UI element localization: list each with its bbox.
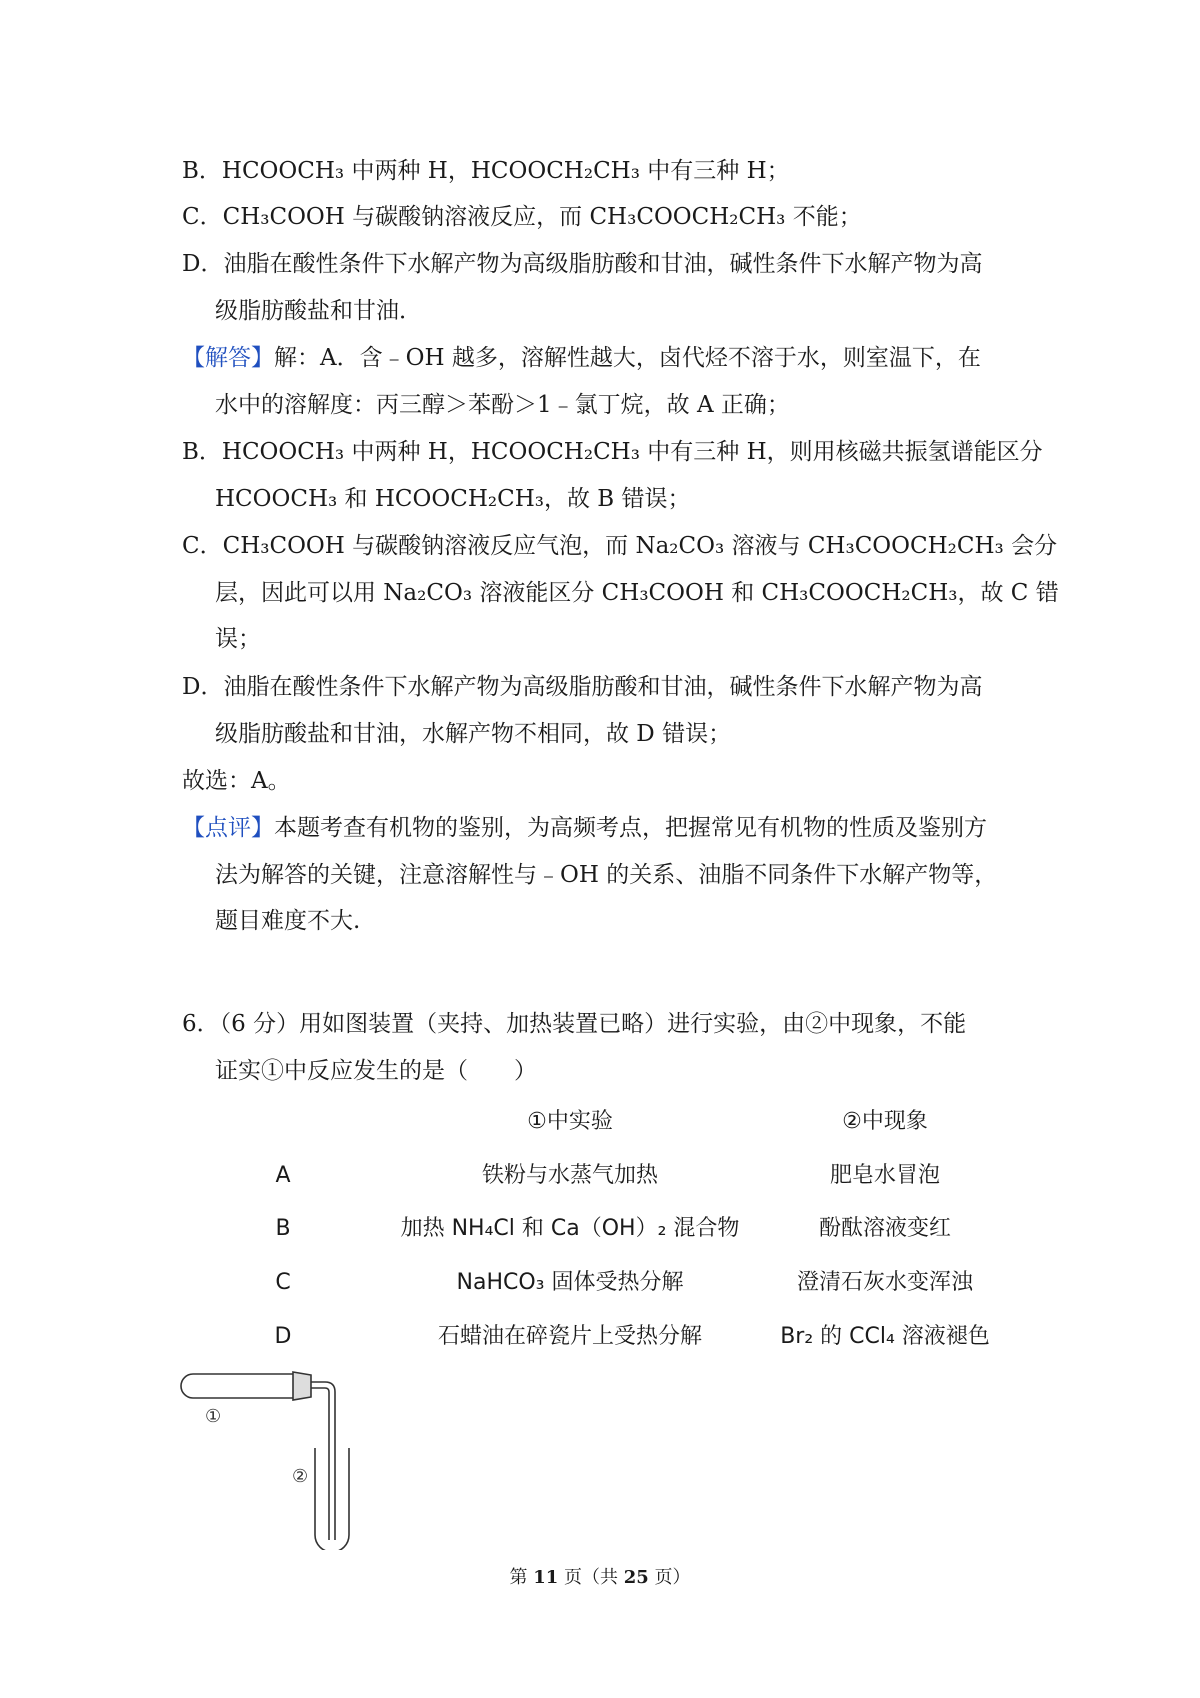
option-letter: C — [275, 1270, 291, 1295]
test-tube-2 — [315, 1448, 349, 1550]
option-experiment: 石蜡油在碎瓷片上受热分解 — [437, 1324, 703, 1349]
comment-tag: 【点评】 — [182, 815, 274, 841]
option-experiment: NaHCO₃ 固体受热分解 — [456, 1270, 684, 1295]
option-phenomenon: 肥皂水冒泡 — [829, 1163, 941, 1188]
tube-end — [329, 1470, 335, 1540]
answer-line: 级脂肪酸盐和甘油，水解产物不相同，故 D 错误； — [215, 721, 732, 747]
answer-line: 误； — [215, 626, 261, 652]
answer-first-line — [182, 343, 981, 373]
analysis-line-d: D．油脂在酸性条件下水解产物为高级脂肪酸和甘油，碱性条件下水解产物为高 — [182, 251, 983, 277]
answer-line: 解：A．含﹣OH 越多，溶解性越大，卤代烃不溶于水，则室温下，在 — [274, 345, 981, 371]
table-header-experiment: ①中实验 — [527, 1109, 613, 1134]
option-letter: D — [274, 1324, 292, 1349]
footer-total-pages: 25 — [623, 1567, 649, 1588]
comment-first-line — [182, 813, 987, 843]
apparatus-diagram — [175, 1370, 355, 1550]
question-stem-2: 证实①中反应发生的是（ ） — [215, 1058, 537, 1084]
analysis-line-c: C．CH₃COOH 与碳酸钠溶液反应，而 CH₃COOCH₂CH₃ 不能； — [182, 204, 862, 230]
option-letter: B — [275, 1216, 291, 1241]
label-1: ① — [205, 1406, 222, 1427]
option-phenomenon: 澄清石灰水变浑浊 — [796, 1270, 974, 1295]
answer-line: B．HCOOCH₃ 中两种 H，HCOOCH₂CH₃ 中有三种 H，则用核磁共振氢谱能区分 — [182, 439, 1043, 465]
question-stem: 6．（6 分）用如图装置（夹持、加热装置已略）进行实验，由②中现象，不能 — [182, 1011, 967, 1037]
answer-line: 层，因此可以用 Na₂CO₃ 溶液能区分 CH₃COOH 和 CH₃COOCH₂CH₃，故 C 错 — [215, 580, 1059, 606]
answer-line: HCOOCH₃ 和 HCOOCH₂CH₃，故 B 错误； — [215, 486, 691, 512]
option-phenomenon: Br₂ 的 CCl₄ 溶液褪色 — [780, 1324, 990, 1349]
comment-line: 本题考查有机物的鉴别，为高频考点，把握常见有机物的性质及鉴别方 — [274, 815, 987, 841]
option-letter: A — [275, 1163, 291, 1188]
stopper — [293, 1372, 311, 1400]
answer-line: C．CH₃COOH 与碳酸钠溶液反应气泡，而 Na₂CO₃ 溶液与 CH₃COOCH₂CH₃ 会分 — [182, 533, 1058, 559]
answer-line: D．油脂在酸性条件下水解产物为高级脂肪酸和甘油，碱性条件下水解产物为高 — [182, 674, 983, 700]
option-experiment: 加热 NH₄Cl 和 Ca（OH）₂ 混合物 — [400, 1216, 740, 1241]
table-header-phenomenon: ②中现象 — [842, 1109, 928, 1134]
comment-line: 法为解答的关键，注意溶解性与﹣OH 的关系、油脂不同条件下水解产物等， — [215, 862, 998, 888]
delivery-tube-inner — [311, 1388, 329, 1470]
footer-prefix: 第 — [509, 1567, 528, 1588]
footer-page-number: 11 — [533, 1567, 559, 1588]
page-footer — [0, 1563, 1200, 1589]
footer-middle: 页（共 — [564, 1567, 618, 1588]
label-2: ② — [292, 1466, 309, 1487]
answer-line: 水中的溶解度：丙三醇＞苯酚＞1﹣氯丁烷，故 A 正确； — [215, 392, 790, 418]
comment-line: 题目难度不大. — [215, 908, 361, 934]
test-tube-1 — [181, 1374, 293, 1398]
answer-conclusion: 故选：A。 — [182, 768, 291, 794]
option-experiment: 铁粉与水蒸气加热 — [481, 1163, 659, 1188]
analysis-line-d2: 级脂肪酸盐和甘油． — [215, 298, 422, 324]
option-phenomenon: 酚酞溶液变红 — [818, 1216, 952, 1241]
footer-suffix: 页） — [654, 1567, 691, 1588]
analysis-line-b: B．HCOOCH₃ 中两种 H，HCOOCH₂CH₃ 中有三种 H； — [182, 158, 790, 184]
answer-tag: 【解答】 — [182, 345, 274, 371]
